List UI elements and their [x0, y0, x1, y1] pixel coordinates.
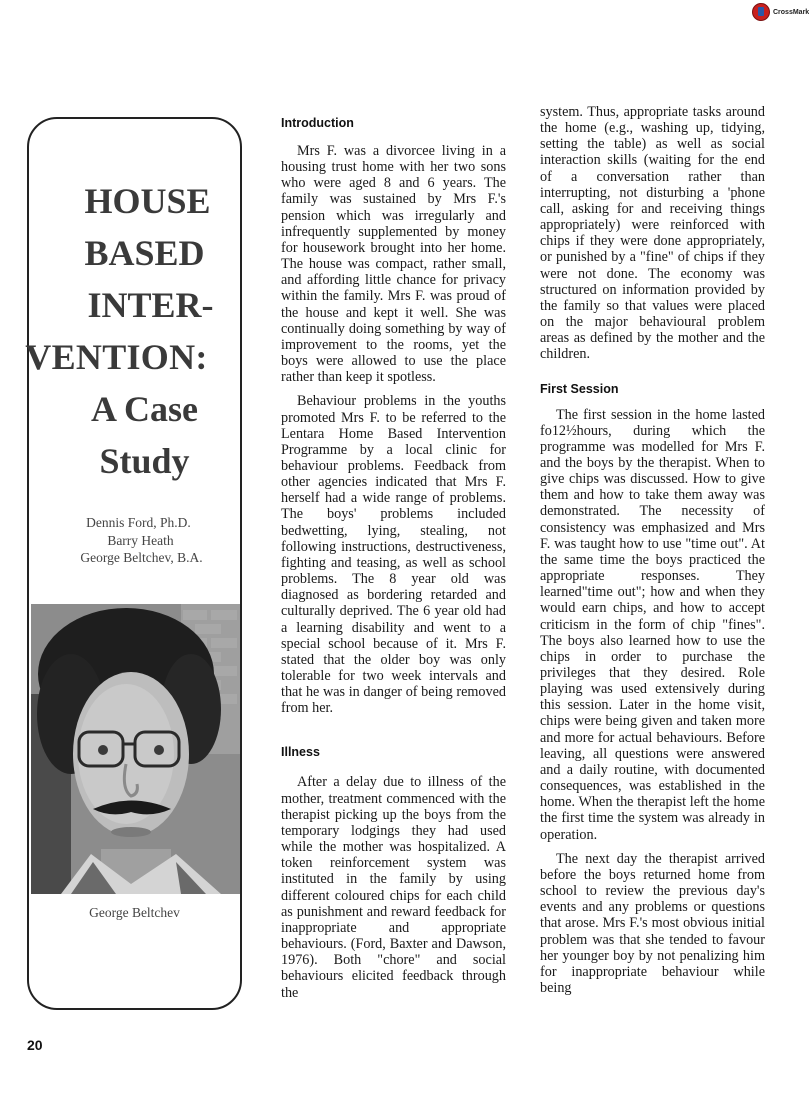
paragraph: Behaviour problems in the youths promoted Mrs F. to be referred to the Lentara Home Based Intervention Programme by a local clinic for behaviour problems. Feedback from other agencies indicated that Mrs F. herself had a wide range of problems. The boys' problems included bedwetting, lying, stealing, not following instructions, destructiveness, fighting and teasing, as well as school problems. The 8 year old was diagnosed as bordering retarded and culturally deprived. The 6 year old had a learning disability and went to a special school because of it. Mrs F. stated that the older boy was only tolerable for two week intervals and that he was in danger of being removed from her.	[281, 393, 506, 717]
paragraph-continued: system. Thus, appropriate tasks around the home (e.g., washing up, tidying, setting the table) as well as social interaction skills (waiting for the end of a conversation rather than interrupting, not disturbing a 'phone call, asking for and receiving things appropriately) were reinforced with chips if they were done appropriately, or punished by a "fine" of chips if they were not done. The economy was structured on information provided by the family so that values were placed on the major behavioural problem areas as defined by the mother and the children.	[540, 104, 765, 363]
author-name: Barry Heath	[107, 532, 174, 548]
section-heading-illness: Illness	[281, 745, 320, 760]
section-heading-first-session: First Session	[540, 381, 619, 396]
author-portrait-image	[31, 604, 240, 894]
crossmark-icon	[752, 3, 770, 21]
title-line: HOUSE	[84, 181, 211, 221]
title-line: Study	[99, 441, 190, 481]
text-column-2	[540, 104, 765, 996]
title-line: VENTION:	[25, 337, 208, 377]
text-column-1	[281, 115, 506, 1001]
paragraph: After a delay due to illness of the mother, treatment commenced with the therapist picking up the boys from the temporary lodgings they had used while the mother was hospitalized. A token reinforcement system was instituted in the family by using different coloured chips for each child as punishment and reward feedback for inappropriate and appropriate behaviours. (Ford, Baxter and Dawson, 1976). Both "chore" and social behaviours elicited feedback through the	[281, 774, 506, 1001]
crossmark-badge[interactable]	[752, 3, 809, 21]
title-line: BASED	[84, 233, 205, 273]
paragraph: The first session in the home lasted fo12½hours, during which the programme was modelled for Mrs F. and the boys by the therapist. When to give chips was discussed. How to give them and how to take them away was demonstrated. The necessity of consistency was emphasized and Mrs F. was taught how to use "time out". At the same time the boys practiced the appropriate responses. They learned"time out"; how and when they would earn chips, and how to accept criticism in the form of chip "fines". The boys also learned how to use the chips in order to purchase the privileges that they desired. Role playing was used extensively during this session. Later in the home visit, chips were being given and taken more and more for actual behaviours. Before leaving, all questions were answered and a daily routine, with documented consequences, was established in the home. When the therapist left the home the first time the system was already in operation.	[540, 406, 765, 843]
photo-caption: George Beltchev	[89, 905, 180, 920]
title-line: INTER-	[87, 285, 214, 325]
section-heading-introduction: Introduction	[281, 116, 354, 130]
author-name: Dennis Ford, Ph.D.	[86, 515, 191, 530]
title-sidebar	[27, 117, 242, 1010]
author-name: George Beltchev, B.A.	[80, 550, 203, 565]
crossmark-label: CrossMark	[773, 8, 809, 16]
article-title	[25, 175, 240, 487]
page-number: 20	[27, 1037, 43, 1053]
paragraph: Mrs F. was a divorcee living in a housing trust home with her two sons who were aged 8 and 6 years. The family was sustained by Mrs F.'s pension which was irregularly and infrequently supplemented by money for housework brought into her home. The house was compact, rather small, and affording little chance for privacy within the family. Mrs F. was proud of the house and kept it well. She was continually doing something by way of improvement to the rooms, yet the boys were allowed to use the place rather than keep it spotless.	[281, 143, 506, 386]
title-line: A Case	[91, 389, 198, 429]
author-list	[29, 514, 240, 567]
paragraph: The next day the therapist arrived before the boys returned home from school to review the previous day's events and any problems or questions that arose. Mrs F.'s most obvious initial problem was that she tended to favour her younger boy by not penalizing him for inappropriate behaviour while being	[540, 850, 765, 996]
author-photo	[31, 604, 240, 894]
